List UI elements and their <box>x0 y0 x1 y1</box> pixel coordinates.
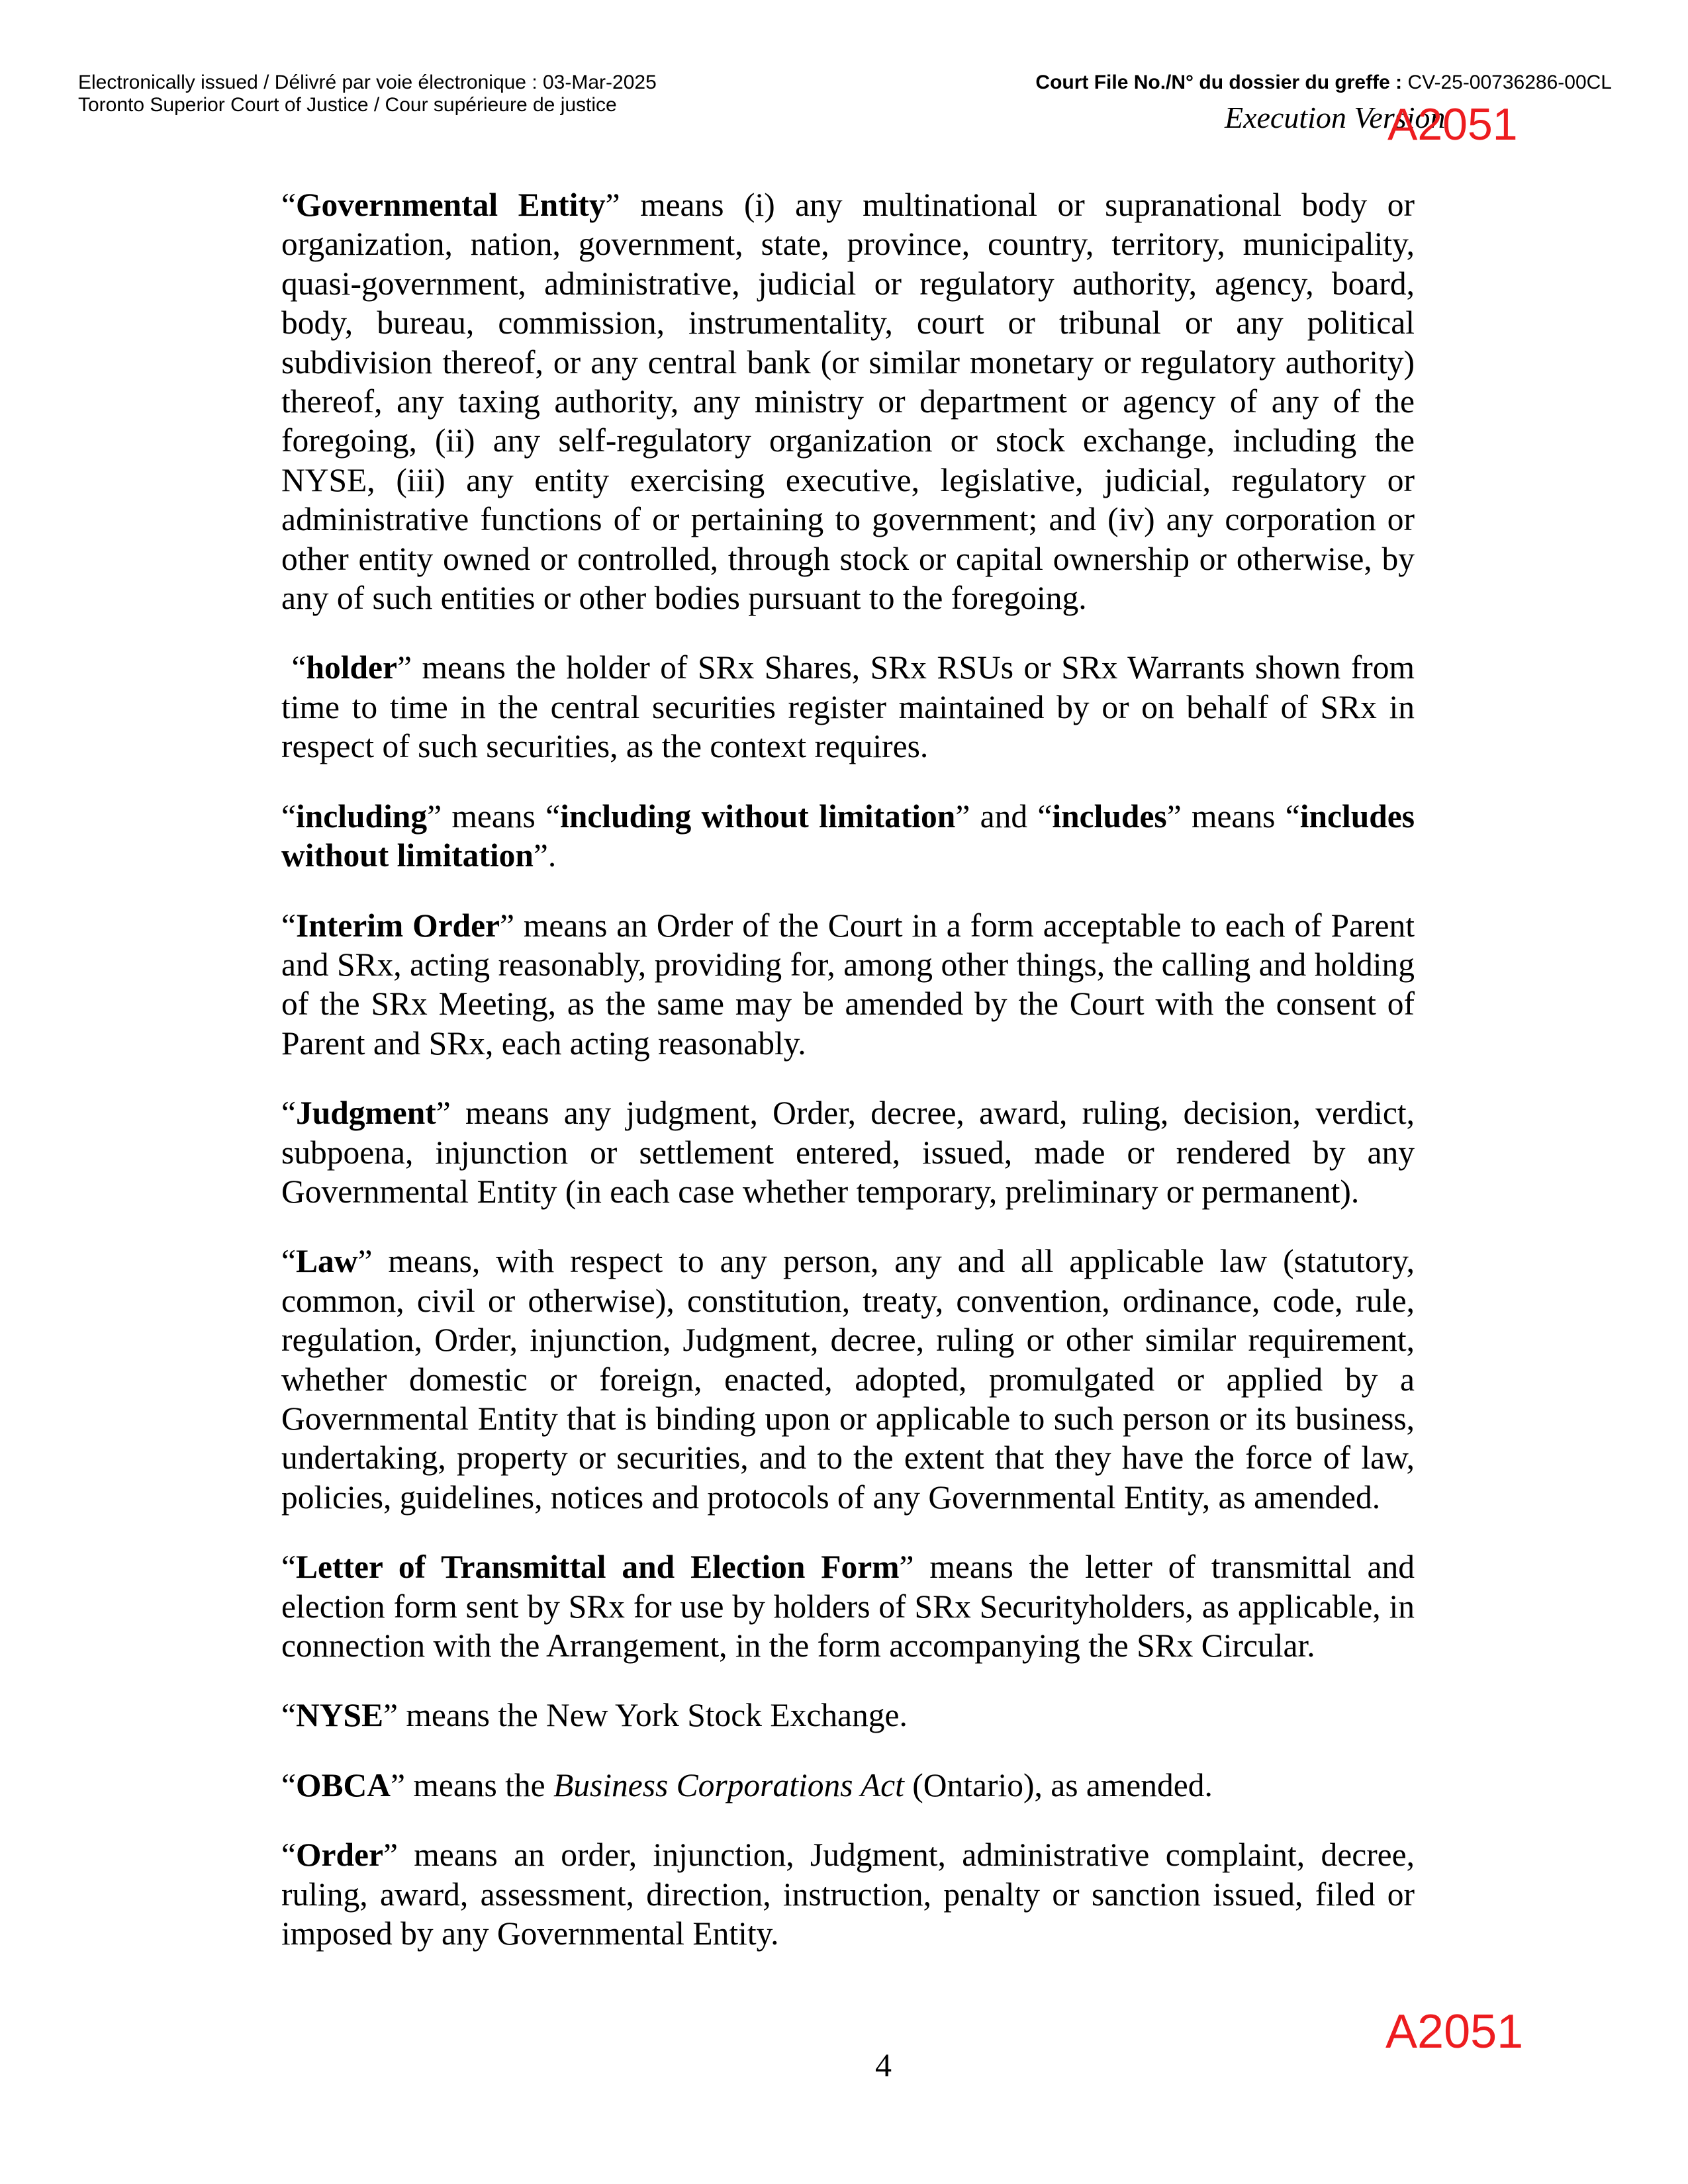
defined-term: includes without limitation <box>281 797 1415 874</box>
text-segment: “ <box>281 1697 296 1734</box>
defined-term: Letter of Transmittal and Election Form <box>295 1549 900 1586</box>
text-segment: “ <box>281 649 306 686</box>
text-segment: ” means an order, injunction, Judgment, administrative complaint, decree, ruling, award, assessment, direction, instruction, penalty or sanction issued, filed or imposed by any Governmental Entity. <box>281 1837 1415 1952</box>
defined-term: holder <box>306 649 397 686</box>
text-segment: ” means the holder of SRx Shares, SRx RSUs or SRx Warrants shown from time to time in the central securities register maintained by or on behalf of SRx in respect of such securities, as the context requires. <box>281 649 1415 765</box>
defined-term: including <box>295 797 428 835</box>
text-segment: “ <box>281 797 296 835</box>
text-segment: ” means any judgment, Order, decree, award, ruling, decision, verdict, subpoena, injunction or settlement entered, issued, made or rendered by any Governmental Entity (in each case whether temporary, preliminary or permanent). <box>281 1095 1415 1210</box>
text-segment: “ <box>281 187 296 223</box>
text-segment: ” means the letter of transmittal and election form sent by SRx for use by holders of SRx Securityholders, as applicable, in connection with the Arrangement, in the form accompanying the SRx Circular. <box>281 1549 1415 1664</box>
definition-paragraph <box>281 906 1415 1064</box>
page-number: 4 <box>875 2046 892 2083</box>
defined-term: Interim Order <box>295 907 500 944</box>
definition-paragraph <box>281 1547 1415 1665</box>
text-segment: “ <box>281 1766 296 1803</box>
text-segment: “ <box>281 907 296 944</box>
definition-paragraph <box>281 797 1415 876</box>
definitions <box>281 185 1415 1953</box>
execution-version-text: Execution Version <box>1225 101 1446 134</box>
text-segment: ”. <box>533 837 557 874</box>
text-segment: ” means (i) any multinational or supranational body or organization, nation, government, state, province, country, territory, municipality, quasi-government, administrative, judicial or regulatory authority, agency, board, body, bureau, commission, instrumentality, court or tribunal or any political subdivision thereof, or any central bank (or similar monetary or regulatory authority) thereof, any taxing authority, any ministry or department or agency of any of the foregoing, (ii) any self-regulatory organization or stock exchange, including the NYSE, (iii) any entity exercising executive, legislative, judicial, regulatory or administrative functions of or pertaining to government; and (iv) any corporation or other entity owned or controlled, through stock or capital ownership or otherwise, by any of such entities or other bodies pursuant to the foregoing. <box>281 187 1415 617</box>
defined-term: including without limitation <box>560 797 956 835</box>
definition-paragraph <box>281 648 1415 766</box>
definition-paragraph <box>281 1835 1415 1953</box>
text-segment: ” means the New York Stock Exchange. <box>383 1697 908 1734</box>
text-segment: (Ontario), as amended. <box>904 1766 1213 1803</box>
text-segment: “ <box>281 1837 296 1874</box>
issuance-line-2: Toronto Superior Court of Justice / Cour supérieure de justice <box>78 94 617 116</box>
defined-term: OBCA <box>295 1766 391 1803</box>
text-segment: ” means “ <box>427 797 561 835</box>
execution-version-stamp <box>1225 99 1518 150</box>
definition-paragraph <box>281 1696 1415 1735</box>
defined-term: Judgment <box>295 1095 436 1132</box>
defined-term: Law <box>295 1243 358 1280</box>
definition-paragraph <box>281 1093 1415 1211</box>
text-segment: “ <box>281 1095 296 1132</box>
defined-term: Order <box>295 1837 383 1874</box>
definition-paragraph <box>281 1766 1415 1805</box>
text-segment: ” means the <box>391 1766 554 1803</box>
exhibit-stamp-top-icon: A2051 <box>1387 99 1518 150</box>
definition-paragraph <box>281 185 1415 617</box>
definition-paragraph <box>281 1242 1415 1517</box>
text-segment: “ <box>281 1243 296 1280</box>
court-file-number: CV-25-00736286-00CL <box>1407 71 1612 93</box>
text-segment: ” means an Order of the Court in a form acceptable to each of Parent and SRx, acting reasonably, providing for, among other things, the calling and holding of the SRx Meeting, as the same may be amended by the Court with the consent of Parent and SRx, each acting reasonably. <box>281 907 1415 1062</box>
text-segment: ” means “ <box>1166 797 1300 835</box>
defined-term: includes <box>1052 797 1167 835</box>
text-segment: Business Corporations Act <box>553 1766 904 1803</box>
court-file-label: Court File No./N° du dossier du greffe : <box>1035 71 1403 93</box>
text-segment: “ <box>281 1549 296 1586</box>
exhibit-stamp-bottom: A2051 <box>1385 2005 1524 2058</box>
defined-term: Governmental Entity <box>295 187 606 223</box>
issuance-line-1: Electronically issued / Délivré par voie électronique : 03-Mar-2025 <box>78 71 657 93</box>
text-segment: ” and “ <box>955 797 1053 835</box>
header-electronic-issuance <box>78 71 657 116</box>
text-segment: ” means, with respect to any person, any and all applicable law (statutory, common, civil or otherwise), constitution, treaty, convention, ordinance, code, rule, regulation, Order, injunction, Judgment, decree, ruling or other similar requirement, whether domestic or foreign, enacted, adopted, promulgated or applied by a Governmental Entity that is binding upon or applicable to such person or its business, undertaking, property or securities, and to the extent that they have the force of law, policies, guidelines, notices and protocols of any Governmental Entity, as amended. <box>281 1243 1415 1516</box>
header-court-file <box>1035 71 1612 94</box>
defined-term: NYSE <box>295 1697 384 1734</box>
